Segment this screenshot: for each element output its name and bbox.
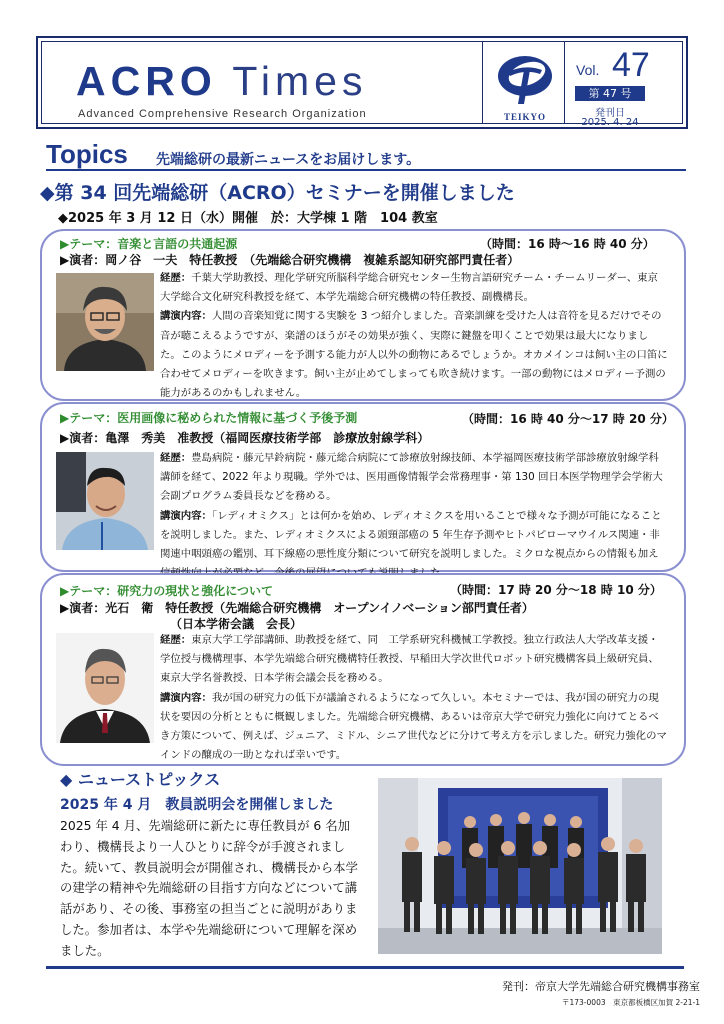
talk-time: （時間：17 時 20 分～18 時 10 分）: [450, 583, 662, 597]
career-label: 経歴：: [160, 634, 192, 646]
issue-date: 2025. 4. 24: [581, 117, 639, 128]
talk-speaker: ▶演者：亀澤 秀美 准教授（福岡医療技術学部 診療放射線学科）: [60, 431, 430, 445]
talk-speaker: ▶演者：光石 衛 特任教授（先端総合研究機構 オープンイノベーション部門責任者）: [60, 601, 534, 615]
talk-theme: ▶テーマ：音楽と言語の共通起源: [60, 237, 238, 251]
content-label: 講演内容：: [160, 310, 212, 323]
news-body: 2025 年 4 月、先端総研に新たに専任教員が 6 名加わり、機構長より一人ひとりに辞令が手渡されました。続いて、教員説明会が開催され、機構長から本学の建学の精神や先端総研の目指す方向などについて講話があり、その後、事務室の担当ごとに説明がありました。参加者は、本学や先端総研について理解を深めました。: [60, 818, 358, 958]
talk-box: [40, 229, 686, 401]
career-label: 経歴：: [160, 272, 192, 284]
talk-box: [40, 402, 686, 572]
teikyo-logo-text: TEIKYO: [503, 112, 546, 122]
content-text: 我が国の研究力の低下が議論されるようになって久しい。本セミナーでは、我が国の研究力の現状を要因の分析とともに概観しました。先端総合研究機構、あるいは帝京大学で研究力強化に向けてとるべき方策について、例えば、ジュニア、ミドル、シニア世代などに分けて考え方を示しました。研究力強化のマインドの醸成の一助となれば幸いです。: [160, 691, 667, 762]
talk-speaker: ▶演者：岡ノ谷 一夫 特任教授 （先端総合研究機構 複雑系認知研究部門責任者）: [60, 253, 520, 267]
volume-label: Vol.: [576, 62, 600, 78]
content-label: 講演内容：: [160, 691, 212, 704]
content-text: 人間の音楽知覚に関する実験を 3 つ紹介しました。音楽訓練を受けた人は音符を見るだけでその音が聴こえるようですが、楽譜のほうがその効果が強く、実際に鍵盤を叩くことで効果は最大になりました。このようにメロディーを予測する能力が人以外の動物にあるでしょうか。オカメインコは飼い主の口笛に合わせてメロディーを吹きます。飼い主が止めてしまっても吹き続けます。一部の動物にはメロディー予測の能力があるのかもしれません。: [160, 310, 668, 400]
talk-time: （時間：16 時～16 時 40 分）: [480, 237, 655, 251]
talk-bio: [160, 631, 668, 765]
seminar-title: ◆第 34 回先端総研（ACRO）セミナーを開催しました: [40, 182, 515, 204]
newsletter-subtitle: Advanced Comprehensive Research Organization: [78, 108, 367, 120]
issue-date-label: 発刊日: [595, 108, 625, 119]
volume-number: 47: [612, 46, 650, 84]
speaker-photo: [56, 633, 154, 743]
talk-theme: ▶テーマ：研究力の現状と強化について: [60, 584, 273, 598]
career-label: 経歴：: [160, 452, 192, 464]
teikyo-logo-icon: [494, 50, 556, 110]
footer-rule: [46, 966, 684, 969]
career-text: 千葉大学助教授、理化学研究所脳科学総合研究センター生物言語研究チーム・チームリーダー、東京大学総合文化研究科教授を経て、本学先端総合研究機構の特任教授、副機構長。: [160, 272, 658, 304]
group-photo: [378, 778, 662, 954]
talk-theme: ▶テーマ：医用画像に秘められた情報に基づく予後予測: [60, 411, 358, 425]
topics-header: [46, 139, 686, 169]
speaker-photo: [56, 273, 154, 371]
talk-bio: [160, 449, 668, 583]
masthead: [36, 36, 688, 129]
speaker-photo: [56, 452, 154, 550]
issue-badge: 第 47 号: [575, 86, 645, 101]
topics-rule: [46, 169, 686, 171]
news-heading: ◆ ニューストピックス: [60, 770, 221, 789]
content-label: 講演内容：: [160, 509, 212, 522]
talk-bio: [160, 269, 668, 403]
newsletter-title: [76, 58, 367, 105]
career-text: 豊島病院・藤元早鈴病院・藤元総合病院にて診療放射線技師、本学福岡医療技術学部診療放射線学科講師を経て、2022 年より現職。学外では、医用画像情報学会常務理事・第 130 回日本医学物理学会学術大会副プログラム委員長などを務める。: [160, 452, 663, 503]
footer-publisher: 発刊：帝京大学先端総合研究機構事務室: [502, 980, 700, 993]
seminar-date: ◆2025 年 3 月 12 日（水）開催 於：大学棟 1 階 104 教室: [58, 211, 438, 226]
masthead-divider: [564, 42, 565, 123]
career-text: 東京大学工学部講師、助教授を経て、同 工学系研究科機械工学教授。独立行政法人大学改革支援・学位授与機構理事、本学先端総合研究機構特任教授、早稲田大学次世代ロボット研究機構客員上級研究員、東京大学名誉教授、日本学術会議会長を務める。: [160, 634, 659, 685]
talk-speaker-affiliation: （日本学術会議 会長）: [170, 617, 303, 631]
talk-box: [40, 573, 686, 766]
talk-time: （時間：16 時 40 分～17 時 20 分）: [462, 412, 674, 426]
footer-address: 〒173-0003 東京都板橋区加賀 2-21-1: [562, 998, 700, 1007]
news-subtitle: 2025 年 4 月 教員説明会を開催しました: [60, 797, 334, 813]
newsletter-title-times: Times: [232, 58, 368, 104]
masthead-divider: [482, 42, 483, 123]
topics-subtitle: 先端総研の最新ニュースをお届けします。: [156, 152, 421, 168]
masthead-inner-frame: [41, 41, 683, 128]
newsletter-title-acro: ACRO: [76, 58, 217, 104]
content-text: 「レディオミクス」とは何かを始め、レディオミクスを用いることで様々な予測が可能になることを説明しました。また、レディオミクスによる頭頸部癌の 5 年生存予測やヒトパピローマウイルス関連・非関連中咽頭癌の鑑別、耳下線癌の悪性度分類について研究を説明しました。ミクロな視点からの情報も加え: [160, 509, 662, 561]
topics-title: Topics: [46, 139, 128, 169]
